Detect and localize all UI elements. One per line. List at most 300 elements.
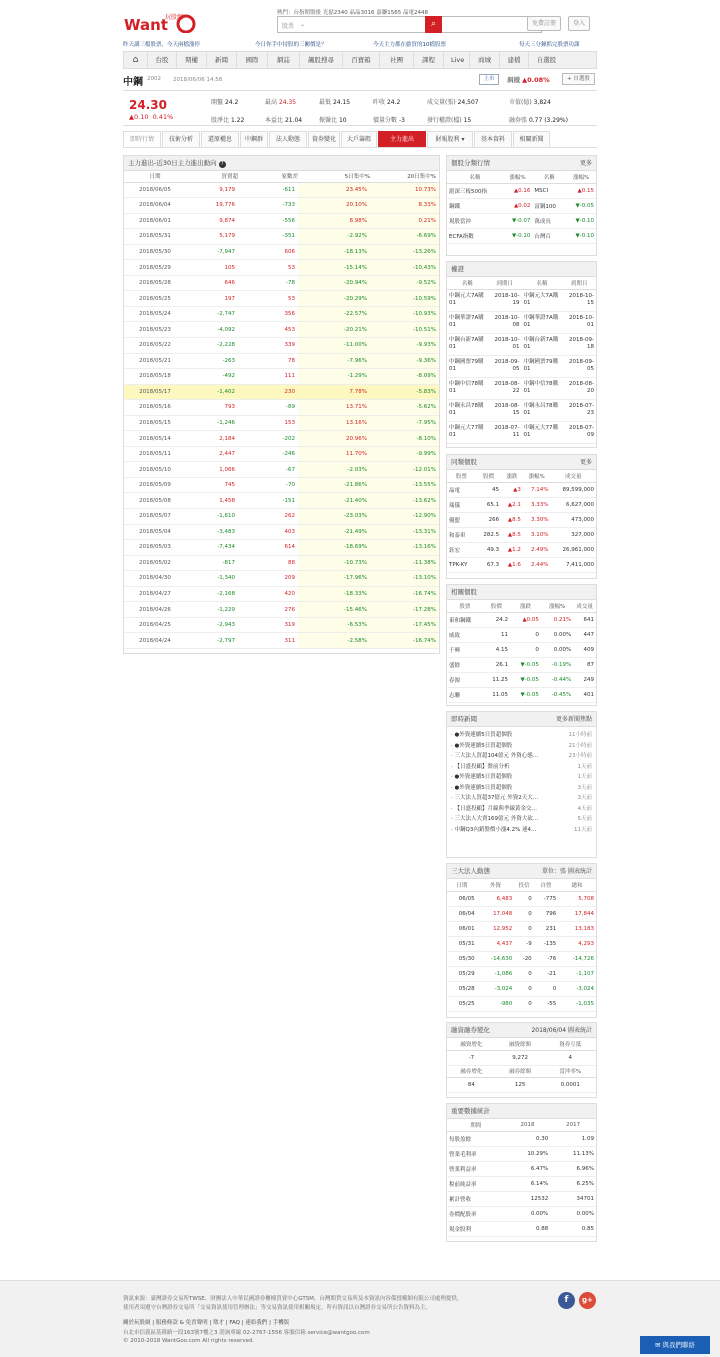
nav-item[interactable]: 百寶箱 — [343, 52, 380, 68]
quote-amp: 振盪比 10 — [319, 117, 347, 124]
nav-item[interactable]: 台股 — [148, 52, 177, 68]
news-time: 5天前 — [576, 814, 593, 825]
news-item[interactable]: · ●外資連續5日買超個股 1天前 — [447, 772, 596, 783]
table-cell: 東和鋼鐵 — [447, 612, 483, 627]
nav-item[interactable]: Live — [444, 52, 470, 68]
table-row[interactable] — [447, 657, 596, 672]
table-row — [124, 446, 439, 462]
table-cell: -13.26% — [370, 244, 439, 260]
table-row — [124, 291, 439, 307]
table-row — [124, 198, 439, 214]
table-cell: 春源 — [447, 672, 483, 687]
table-cell: -55 — [534, 996, 559, 1011]
table-row — [124, 182, 439, 198]
tab-technical[interactable]: 技術分析 — [162, 131, 200, 147]
nav-item[interactable]: 社團 — [380, 52, 414, 68]
table-cell: 3.30% — [523, 512, 551, 527]
table-cell: 231 — [534, 921, 559, 936]
table-cell: 2018/05/25 — [124, 291, 186, 307]
table-cell: -6.69% — [370, 229, 439, 245]
hot-stocks[interactable]: 熱門：台指期盤後 光磊2340 晶晶3016 嘉聯1565 晶電2448 — [277, 10, 428, 16]
more-link[interactable]: 更多 — [579, 459, 592, 466]
column-header: 漲幅% — [503, 171, 533, 183]
column-header: 總和 — [558, 879, 596, 891]
table-cell: 中鋼中信78購01 — [447, 377, 488, 399]
news-title[interactable]: 三大法人買超104億元 外資心態… — [454, 753, 539, 759]
stock-name: 中鋼 — [123, 77, 143, 88]
table-cell: 19,776 — [186, 198, 238, 214]
table-row[interactable] — [447, 1206, 596, 1221]
tab-realtime[interactable]: 即時行情 — [123, 131, 161, 147]
table-cell: -1,229 — [186, 602, 238, 618]
promo-link[interactable]: 昨天講三檔股票，今天兩檔漲停 — [123, 42, 201, 48]
table-cell: 5,708 — [558, 891, 596, 906]
news-title[interactable]: 三大法人買超37億元 外資2天大… — [454, 795, 539, 801]
column-header: 名稱 — [447, 277, 488, 289]
table-cell: 7.14% — [523, 482, 551, 497]
table-cell: 0 — [534, 981, 559, 996]
table-cell: 優盟 — [447, 512, 476, 527]
table-cell: -5.83% — [370, 384, 439, 400]
table-cell: 鋼鐵 — [447, 198, 503, 213]
column-header: 名稱 — [447, 171, 503, 183]
table-row — [124, 508, 439, 524]
table-row[interactable] — [447, 228, 596, 243]
news-item[interactable]: · 三大法人買超37億元 外資2天大… 3天前 — [447, 793, 596, 804]
quote-panel — [123, 90, 597, 126]
margin-panel: 融資融券變化 2018/06/04 圖表統計 融資增化 融資餘額 資券互抵 -7 9,272 4 融券增化 融券餘額 當沖率% 84 125 0.0001 — [446, 1022, 597, 1098]
table-row[interactable] — [447, 672, 596, 687]
table-row[interactable] — [447, 355, 596, 377]
table-row[interactable] — [447, 627, 596, 642]
column-header: 股價 — [476, 470, 501, 482]
table-cell: -2,168 — [186, 586, 238, 602]
table-row — [124, 602, 439, 618]
table-cell: -13.31% — [370, 524, 439, 540]
table-cell: 05/29 — [447, 966, 477, 981]
quote-cap: 市值(億) 3,824 — [509, 99, 551, 106]
table-cell: 646 — [186, 275, 238, 291]
table-row[interactable] — [447, 421, 596, 443]
quote-high: 最高 24.35 — [265, 99, 297, 106]
table-cell: 2018/05/24 — [124, 306, 186, 322]
table-row — [124, 462, 439, 478]
table-cell: 06/05 — [447, 891, 477, 906]
tab-holders[interactable]: 大戶籌碼 — [341, 131, 377, 147]
table-row — [124, 384, 439, 400]
table-cell: 2018-10-01 — [488, 333, 522, 355]
table-cell: 0.21% — [370, 213, 439, 229]
table-row[interactable] — [447, 1176, 596, 1191]
table-cell: ▼-0.07 — [503, 213, 533, 228]
quote-per: 本益比 21.04 — [265, 117, 303, 124]
table-header — [447, 470, 596, 482]
table-cell: 6,627,000 — [550, 497, 596, 512]
news-item[interactable]: · 【日盛投顧】月線與季線黃金交… 4天前 — [447, 804, 596, 815]
table-row[interactable] — [447, 497, 596, 512]
table-row[interactable] — [447, 557, 596, 572]
table-cell: 11.25 — [483, 672, 510, 687]
table-cell: 中鋼華證7A購01 — [521, 311, 562, 333]
nav-item[interactable]: 網誌 — [268, 52, 300, 68]
inst-panel: 三大法人動態 單位：張 圖表統計 日期 外資 投信 自營 總和 06/05 6,483 0 -775 5,708 06/04 17,048 0 796 17,844 06/01 12,952 0 231 13,183 05/31 4,437 -9 -135 4,293 05/30 -14,630 -20 -76 -14,726 05/29 -1,086 0 -21 -1,107 05/28 -3,024 0 0 -3,024 05/25 -980 0 -55 -1,035 — [446, 863, 597, 1018]
news-title[interactable]: 三大法人大賣169億元 外資大砍… — [454, 816, 539, 822]
table-row — [124, 400, 439, 416]
google-plus-icon[interactable]: g+ — [579, 1292, 596, 1309]
table-cell: 13,183 — [558, 921, 596, 936]
table-cell: 中鋼台新7A購01 — [521, 333, 562, 355]
table-cell: 9,272 — [496, 1050, 545, 1065]
nav-item[interactable]: 商城 — [470, 52, 500, 68]
table-cell: -10.73% — [298, 555, 370, 571]
more-link[interactable]: 更多 — [579, 160, 592, 167]
table-cell: -16.74% — [370, 633, 439, 649]
table-cell: 中鋼華證7A購01 — [447, 311, 488, 333]
table-row[interactable] — [447, 1221, 596, 1236]
news-item[interactable]: · ●外資連續5日買超個股 11小時前 — [447, 730, 596, 741]
table-cell: 53 — [238, 260, 298, 276]
news-title[interactable]: 【日盛投顧】盤前分析 — [454, 763, 510, 770]
table-cell: 9,874 — [186, 213, 238, 229]
table-cell: -9.93% — [370, 337, 439, 353]
table-row[interactable] — [447, 183, 596, 198]
table-cell: 105 — [186, 260, 238, 276]
table-cell: -11.38% — [370, 555, 439, 571]
table-row — [124, 369, 439, 385]
table-cell: 2018/05/16 — [124, 400, 186, 416]
news-title[interactable]: ●外資連續5日買超個股 — [454, 784, 513, 791]
table-row[interactable] — [447, 527, 596, 542]
table-row[interactable] — [447, 921, 596, 936]
add-watchlist-button[interactable]: + 自選股 — [562, 73, 595, 85]
column-header: 2018 — [505, 1119, 551, 1131]
table-cell: -4,092 — [186, 322, 238, 338]
quote-pbr: 股淨比 1.22 — [211, 117, 245, 124]
table-cell: 中鋼元大77購01 — [447, 421, 488, 443]
table-cell: 276 — [238, 602, 298, 618]
table-cell: 2018-10-08 — [488, 311, 522, 333]
table-row[interactable] — [447, 311, 596, 333]
facebook-icon[interactable]: f — [558, 1292, 575, 1309]
search-button[interactable] — [425, 16, 442, 33]
table-cell: 3.33% — [523, 497, 551, 512]
news-title[interactable]: 中鋼Q3內銷盤價小漲4.2% 連4… — [454, 826, 537, 833]
table-cell: -7,434 — [186, 540, 238, 556]
table-cell: 盛餘 — [447, 657, 483, 672]
table-cell: -8.10% — [370, 431, 439, 447]
table-cell: -3,024 — [558, 981, 596, 996]
table-cell: -5.62% — [370, 400, 439, 416]
nav-item[interactable]: 飆股搜尋 — [300, 52, 343, 68]
table-cell: 現股當沖 — [447, 213, 503, 228]
table-cell: -2,797 — [186, 633, 238, 649]
table-cell: -556 — [238, 213, 298, 229]
table-cell: -17.28% — [370, 602, 439, 618]
table-cell: TPK-KY — [447, 557, 476, 572]
column-header: 成交量 — [573, 600, 596, 612]
table-row[interactable] — [447, 1131, 596, 1146]
news-item[interactable]: · ●外資連續5日買超個股 3天前 — [447, 783, 596, 794]
table-row[interactable] — [447, 482, 596, 497]
industry-change[interactable]: 鋼鐵 ▲0.08% — [507, 76, 550, 84]
table-cell: 17,844 — [558, 906, 596, 921]
table-cell: 05/28 — [447, 981, 477, 996]
fin-table — [447, 1119, 596, 1237]
table-cell: 20.96% — [298, 431, 370, 447]
table-row[interactable] — [447, 399, 596, 421]
column-header: 股票 — [447, 470, 476, 482]
table-cell: 2,447 — [186, 446, 238, 462]
tab-group[interactable]: 中鋼群 — [240, 131, 268, 147]
table-cell: ▲8.5 — [501, 512, 523, 527]
table-cell: -0.45% — [541, 687, 573, 702]
nav-item[interactable]: 課程 — [414, 52, 444, 68]
table-cell: 2,184 — [186, 431, 238, 447]
table-row — [124, 540, 439, 556]
quote-short: 融券張 0.77 (3.29%) — [509, 117, 568, 124]
wantgoo-logo[interactable] — [123, 11, 203, 33]
contact-button[interactable]: ✉ 與我們聯絡 — [640, 1336, 710, 1354]
nav-item[interactable]: 國際 — [237, 52, 268, 68]
table-header — [447, 879, 596, 891]
promo-link[interactable]: 今天主力都在偷買的10檔股票 — [373, 42, 446, 48]
table-cell: 420 — [238, 586, 298, 602]
table-row[interactable] — [447, 687, 596, 702]
table-cell: 05/25 — [447, 996, 477, 1011]
table-row[interactable] — [447, 289, 596, 311]
table-row[interactable] — [447, 936, 596, 951]
table-cell: 稅前純益率 — [447, 1176, 505, 1191]
table-cell: -246 — [238, 446, 298, 462]
table-cell: 13.16% — [298, 415, 370, 431]
table-row[interactable] — [447, 377, 596, 399]
table-cell: 2018/04/27 — [124, 586, 186, 602]
table-cell: -3,483 — [186, 524, 238, 540]
table-cell: 65.1 — [476, 497, 501, 512]
table-cell: -13.62% — [370, 493, 439, 509]
table-row[interactable] — [447, 1146, 596, 1161]
news-item[interactable]: · ●外資連續5日買超個股 21小時前 — [447, 741, 596, 752]
table-row[interactable] — [447, 512, 596, 527]
login-button[interactable]: 登入 — [568, 16, 590, 31]
table-cell: -14,630 — [477, 951, 515, 966]
column-header: 資券互抵 — [545, 1038, 597, 1050]
quote-score: 價量分數 -3 — [373, 117, 405, 124]
table-cell: 2018/05/31 — [124, 229, 186, 245]
news-item[interactable]: · 三大法人大賣169億元 外資大砍… 5天前 — [447, 814, 596, 825]
more-news-link[interactable]: 更多新聞焦點 — [555, 716, 592, 723]
table-cell: -10.59% — [370, 291, 439, 307]
table-cell: 2018/05/28 — [124, 275, 186, 291]
chart-link[interactable]: 圖表統計 — [567, 868, 592, 875]
table-cell: -14,726 — [558, 951, 596, 966]
column-header: 名稱 — [521, 277, 562, 289]
footer-usage: 使用者須遵守台灣證券交易所「交易資訊使用管理辦法」等交易資訊使用相關規定。所有資訊以台灣證券交易所公告資料為主。 — [123, 1305, 432, 1311]
news-title[interactable]: ●外資連續5日買超個股 — [454, 774, 513, 780]
table-cell: 11 — [483, 627, 510, 642]
table-cell: 0.00% — [541, 642, 573, 657]
table-cell: -21.49% — [298, 524, 370, 540]
table-cell: 現金股利 — [447, 1221, 505, 1236]
table-row[interactable] — [447, 996, 596, 1011]
table-cell: 209 — [238, 571, 298, 587]
table-cell: -6.53% — [298, 617, 370, 633]
column-header: 到期日 — [488, 277, 522, 289]
news-item[interactable]: · 【日盛投顧】盤前分析 1天前 — [447, 762, 596, 773]
table-cell: 2018/05/22 — [124, 337, 186, 353]
news-title[interactable]: ●外資連續5日買超個股 — [454, 742, 513, 749]
table-cell: 197 — [186, 291, 238, 307]
table-cell: 0 — [510, 642, 541, 657]
table-row[interactable] — [447, 981, 596, 996]
table-cell: 志聯 — [447, 687, 483, 702]
table-row[interactable] — [447, 213, 596, 228]
table-cell: 千興 — [447, 642, 483, 657]
table-cell: 2018-08-22 — [488, 377, 522, 399]
table-cell: 滬深三板500指 — [447, 183, 503, 198]
table-cell: 鈺宏 — [447, 542, 476, 557]
table-cell: 641 — [573, 612, 596, 627]
footer-links[interactable]: 關於玩股網 | 服務條款 & 免責聲明 | 徵才 | FAQ | 連絡我們 | 手機版 — [123, 1320, 290, 1326]
table-cell: 2018-08-15 — [488, 399, 522, 421]
table-cell: -1,086 — [477, 966, 515, 981]
news-item[interactable]: · 三大法人買超104億元 外資心態… 23小時前 — [447, 751, 596, 762]
news-title[interactable]: ●外資連續5日買超個股 — [454, 732, 513, 738]
tab-basic[interactable]: 基本資料 — [474, 131, 512, 147]
tab-margin[interactable]: 資券變化 — [308, 131, 340, 147]
column-header: 期間 — [447, 1119, 505, 1131]
table-row[interactable] — [447, 891, 596, 906]
table-cell: -12.01% — [370, 462, 439, 478]
nav-item[interactable]: 期權 — [177, 52, 207, 68]
table-cell: 78 — [238, 353, 298, 369]
news-time: 3天前 — [576, 793, 593, 804]
table-cell: ECFA指數 — [447, 228, 503, 243]
register-button[interactable]: 免費註冊 — [527, 16, 561, 31]
table-cell: 2018/05/09 — [124, 477, 186, 493]
table-cell: -2.92% — [298, 229, 370, 245]
table-cell: 0.00% — [541, 627, 573, 642]
table-cell: -21.86% — [298, 477, 370, 493]
table-row[interactable] — [447, 198, 596, 213]
table-cell: -351 — [238, 229, 298, 245]
table-cell: 2018-09-18 — [562, 333, 596, 355]
table-cell: -817 — [186, 555, 238, 571]
table-cell: 2018-09-05 — [488, 355, 522, 377]
tab-institutional[interactable]: 法人動態 — [269, 131, 307, 147]
tab-news[interactable]: 相關新聞 — [513, 131, 550, 147]
table-cell: 中鋼永昌78購01 — [447, 399, 488, 421]
table-cell: 營業毛利率 — [447, 1146, 505, 1161]
table-cell: -13.55% — [370, 477, 439, 493]
table-cell: 266 — [476, 512, 501, 527]
table-cell: 晶電 — [447, 482, 476, 497]
table-cell: ▲3 — [501, 482, 523, 497]
table-cell: 06/04 — [447, 906, 477, 921]
promo-link[interactable]: 每天三分鐘抓完股票功課 — [519, 42, 580, 48]
table-cell: 6.14% — [505, 1176, 551, 1191]
tab-main-force[interactable]: 主力進出 — [378, 131, 426, 147]
table-cell: 4,437 — [477, 936, 515, 951]
warrant-panel: 權證 名稱 到期日 名稱 到期日 中鋼元大7A購01 2018-10-19 中鋼元大7A購01 2018-10-15 中鋼華證7A購01 2018-10-08 中鋼華證7A購01 2018-10-01 中鋼台新7A購01 2018-10-01 中鋼台新7A購01 2018-09-18 中鋼國票79購01 2018-09-05 中鋼國票79購01 2018-09-05 中鋼中信78購01 2018-08-22 中鋼中信78購01 2018-08-20 中鋼永昌78購01 2018-08-15 中鋼永昌78購01 2018-07-23 中鋼元大77購01 2018-07-11 中鋼元大77購01 2018-07-09 — [446, 261, 597, 448]
table-cell: 0.30 — [505, 1131, 551, 1146]
table-cell: 2018/05/10 — [124, 462, 186, 478]
table-cell: -7.95% — [370, 415, 439, 431]
table-cell: -15.14% — [298, 260, 370, 276]
table-row — [124, 571, 439, 587]
table-cell: 2018/06/04 — [124, 198, 186, 214]
table-row — [124, 322, 439, 338]
main-nav — [123, 51, 597, 69]
table-cell: 威致 — [447, 627, 483, 642]
help-icon[interactable]: ? — [219, 161, 226, 168]
table-cell: 9,179 — [186, 182, 238, 198]
table-cell: -2,943 — [186, 617, 238, 633]
table-row — [124, 244, 439, 260]
market-badge[interactable]: 上市 — [479, 74, 499, 85]
home-icon[interactable]: ⌂ — [124, 52, 148, 68]
table-row[interactable] — [447, 642, 596, 657]
table-row[interactable] — [447, 1161, 596, 1176]
table-row[interactable] — [447, 1191, 596, 1206]
table-cell: -23.03% — [298, 508, 370, 524]
promo-link[interactable]: 今日你手中持股的三關價是？ — [255, 42, 327, 48]
table-cell: -20.21% — [298, 322, 370, 338]
tab-restore[interactable]: 還原權息 — [201, 131, 239, 147]
stock-code: 2002 — [147, 76, 161, 82]
table-row[interactable] — [447, 612, 596, 627]
table-cell: -9.99% — [370, 446, 439, 462]
table-cell: 89,599,000 — [550, 482, 596, 497]
stock-price: 24.30 — [129, 98, 167, 112]
table-row[interactable] — [447, 951, 596, 966]
table-cell: 8.33% — [370, 198, 439, 214]
table-cell: 10.29% — [505, 1146, 551, 1161]
table-cell: ▼-0.05 — [566, 198, 596, 213]
table-cell: 0 — [514, 891, 533, 906]
table-row[interactable] — [447, 906, 596, 921]
nav-item[interactable]: 自選股 — [536, 56, 557, 64]
news-item[interactable]: · 中鋼Q3內銷盤價小漲4.2% 連4… 11天前 — [447, 825, 596, 836]
table-cell: 282.5 — [476, 527, 501, 542]
nav-item[interactable]: 建檔 — [500, 52, 529, 68]
news-title[interactable]: 【日盛投顧】月線與季線黃金交… — [454, 805, 538, 812]
table-cell: 2018/06/05 — [124, 182, 186, 198]
table-cell: 0 — [514, 996, 533, 1011]
chart-link[interactable]: 圖表統計 — [567, 1027, 592, 1034]
table-cell: 2018/05/18 — [124, 369, 186, 385]
table-cell: -1,340 — [186, 571, 238, 587]
nav-item[interactable]: 新聞 — [207, 52, 237, 68]
tab-financial[interactable]: 財報股利 ▾ — [427, 131, 473, 147]
table-row[interactable] — [447, 542, 596, 557]
site-footer — [0, 1280, 720, 1357]
mail-icon: ✉ — [654, 1341, 661, 1349]
table-row[interactable] — [447, 966, 596, 981]
search-icon: ⌕ — [430, 19, 437, 29]
table-cell: -18.13% — [298, 244, 370, 260]
table-cell: ▼-0.05 — [510, 672, 541, 687]
column-header: 融資餘額 — [496, 1038, 545, 1050]
table-row[interactable] — [447, 333, 596, 355]
news-time: 4天前 — [576, 804, 593, 815]
table-cell: -1,610 — [186, 508, 238, 524]
search-input[interactable]: 股票 ⌄ — [277, 16, 542, 33]
table-cell: -17.45% — [370, 617, 439, 633]
table-cell: ▲0.15 — [566, 183, 596, 198]
table-cell: 瑞儀 — [447, 497, 476, 512]
table-cell: -10.43% — [370, 260, 439, 276]
